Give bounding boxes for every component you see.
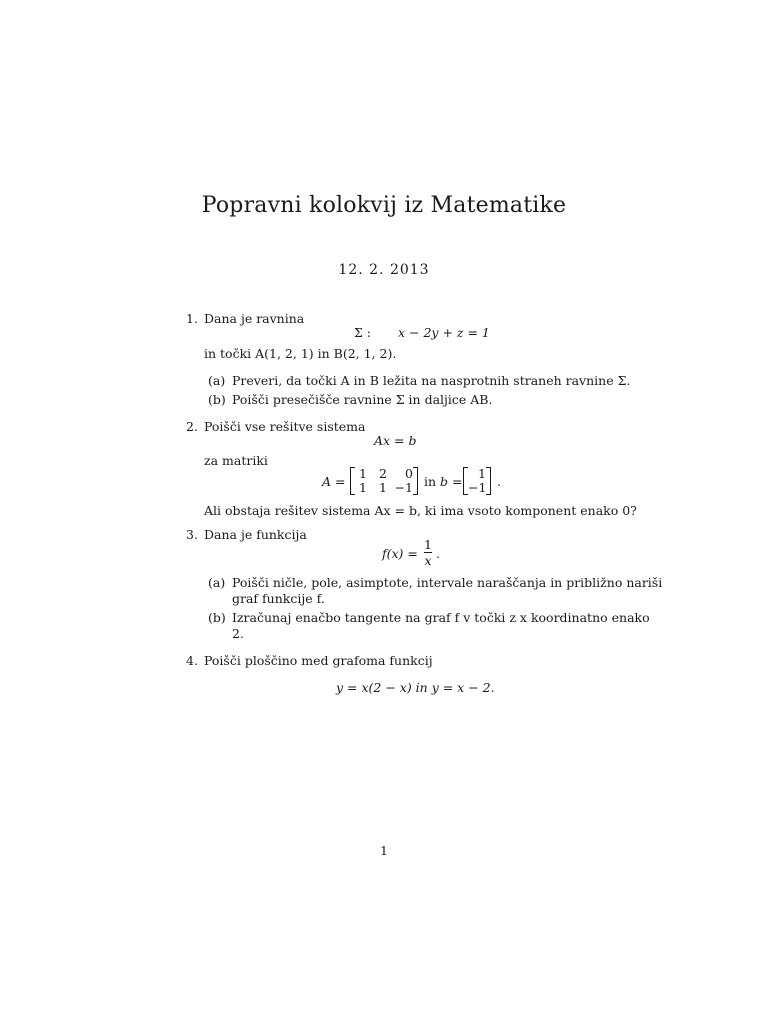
problem-1-points: in točki A(1, 2, 1) in B(2, 1, 2).	[204, 346, 397, 361]
problem-2-question: Ali obstaja rešitev sistema Ax = b, ki ima vsoto komponent enako 0?	[204, 503, 637, 518]
problem-3b-line1: Izračunaj enačbo tangente na graf f v točki z x koordinatno enako	[232, 610, 650, 625]
matrix-b-label: in b =	[424, 474, 463, 489]
problem-1a-label: (a)	[208, 373, 226, 388]
fraction-denominator: x	[424, 553, 432, 568]
problem-3b-line2: 2.	[232, 626, 244, 641]
matrix-cell: −1	[394, 480, 413, 495]
problem-3a-line1: Poišči ničle, pole, asimptote, intervale naraščanja in približno nariši	[232, 575, 663, 590]
problem-1-equation-lhs: Σ :	[354, 325, 372, 340]
problem-3a-line2: graf funkcije f.	[232, 591, 325, 606]
function-fraction	[424, 538, 432, 567]
function-end: .	[436, 546, 440, 561]
problem-2-matrices-intro: za matriki	[204, 453, 268, 468]
matrix-a-row	[355, 467, 413, 481]
problem-3-intro: Dana je funkcija	[204, 527, 307, 542]
problem-3b-label: (b)	[208, 610, 226, 625]
matrix-a-label: A =	[322, 474, 346, 489]
problem-2-equation: Ax = b	[374, 433, 417, 448]
exam-date: 12. 2. 2013	[338, 262, 430, 278]
page-number: 1	[380, 843, 388, 858]
matrix-cell: 2	[379, 466, 387, 481]
function-lhs: f(x) =	[382, 546, 418, 561]
matrix-cell: −1	[468, 480, 487, 495]
problem-2-number: 2.	[186, 419, 198, 434]
matrix-cell: 0	[405, 466, 413, 481]
matrix-b-end: .	[497, 474, 501, 489]
matrix-cell: 1	[478, 466, 486, 481]
problem-3a-label: (a)	[208, 575, 226, 590]
problem-4-number: 4.	[186, 653, 198, 668]
page-title: Popravni kolokvij iz Matematike	[201, 193, 567, 218]
problem-4-intro: Poišči ploščino med grafoma funkcij	[204, 653, 433, 668]
problem-1-equation-rhs: x − 2y + z = 1	[398, 325, 490, 340]
problem-4-equation: y = x(2 − x) in y = x − 2.	[336, 680, 495, 695]
matrix-a	[350, 467, 418, 495]
problem-3-number: 3.	[186, 527, 198, 542]
matrix-cell: 1	[379, 480, 387, 495]
problem-1b-text: Poišči presečišče ravnine Σ in daljice AB.	[232, 392, 493, 407]
matrix-a-row	[355, 481, 413, 495]
matrix-cell: 1	[359, 480, 367, 495]
problem-2-intro: Poišči vse rešitve sistema	[204, 419, 366, 434]
matrix-b	[463, 467, 491, 495]
problem-1b-label: (b)	[208, 392, 226, 407]
matrix-b-row	[468, 467, 486, 481]
matrix-b-row	[468, 481, 486, 495]
problem-1-number: 1.	[186, 311, 198, 326]
problem-1-intro: Dana je ravnina	[204, 311, 305, 326]
problem-1a-text: Preveri, da točki A in B ležita na nasprotnih straneh ravnine Σ.	[232, 373, 631, 388]
matrix-cell: 1	[359, 466, 367, 481]
fraction-numerator: 1	[424, 537, 432, 552]
